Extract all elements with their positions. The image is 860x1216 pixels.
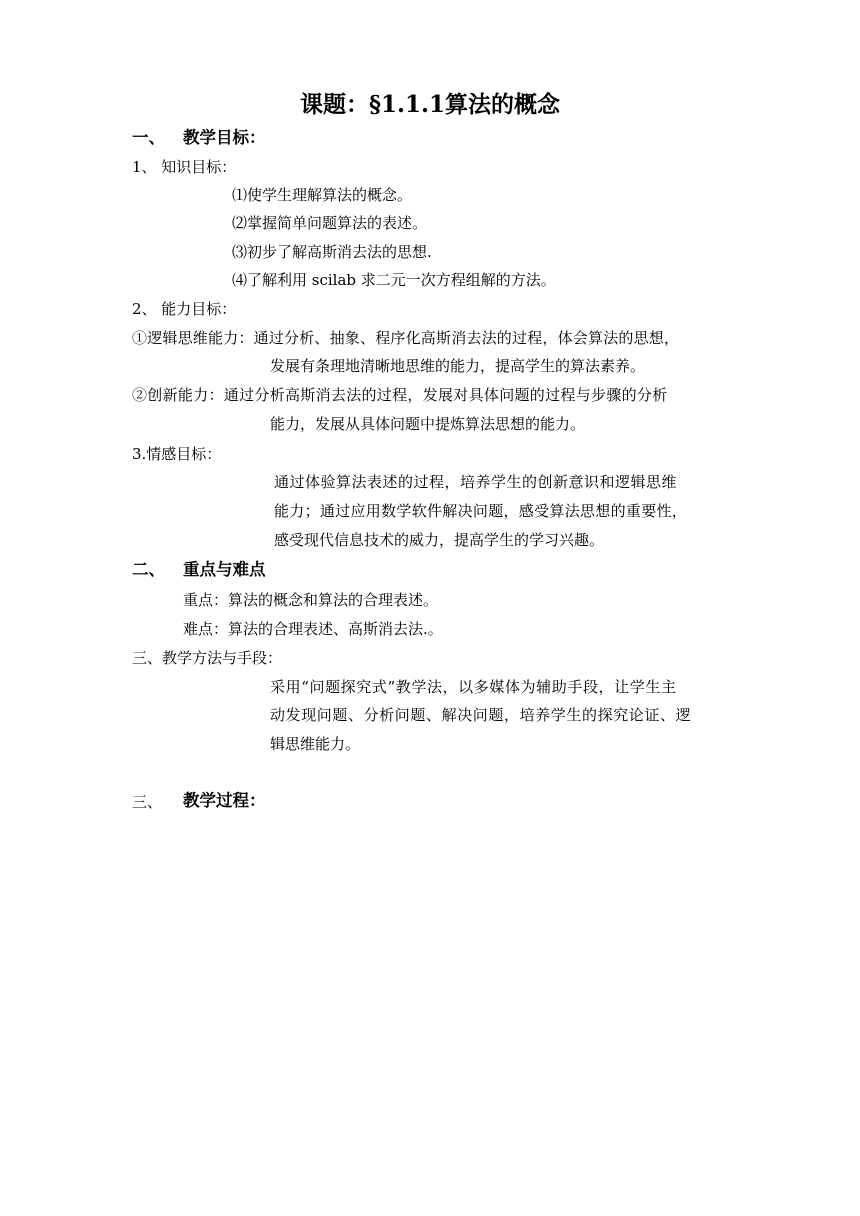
logic-ability-line-1: ①逻辑思维能力：通过分析、抽象、程序化高斯消去法的过程，体会算法的思想，	[132, 329, 680, 347]
emotion-line-1: 通过体验算法表述的过程，培养学生的创新意识和逻辑思维	[274, 473, 678, 491]
difficulty-point: 难点：算法的合理表述、高斯消去法.。	[183, 620, 443, 638]
methods-line-2: 动发现问题、分析问题、解决问题，培养学生的探究论证、逻	[270, 706, 692, 724]
knowledge-item-1: ⑴使学生理解算法的概念。	[232, 186, 413, 204]
section-1-number: 一、	[132, 128, 165, 147]
emotion-heading: 3.情感目标：	[132, 445, 222, 463]
section-2-heading: 重点与难点	[183, 560, 266, 579]
section-3-heading: 教学过程：	[183, 791, 266, 810]
section-2-number: 二、	[132, 560, 165, 579]
key-point: 重点：算法的概念和算法的合理表述。	[183, 591, 439, 609]
emotion-line-2: 能力；通过应用数学软件解决问题，感受算法思想的重要性，	[274, 502, 688, 520]
knowledge-item-3: ⑶初步了解高斯消去法的思想.	[232, 243, 432, 261]
emotion-line-3: 感受现代信息技术的威力，提高学生的学习兴趣。	[274, 531, 605, 549]
methods-heading: 三、教学方法与手段：	[132, 649, 283, 667]
page-title: 课题：§1.1.1算法的概念	[299, 91, 561, 118]
knowledge-item-4: ⑷了解利用 scilab 求二元一次方程组解的方法。	[232, 271, 556, 289]
logic-ability-line-2: 发展有条理地清晰地思维的能力，提高学生的算法素养。	[270, 357, 646, 375]
innovation-ability-line-1: ②创新能力：通过分析高斯消去法的过程，发展对具体问题的过程与步骤的分析	[132, 386, 668, 404]
ability-heading: 2、 能力目标：	[132, 300, 237, 318]
section-1-heading: 教学目标：	[183, 128, 266, 147]
section-3-number: 三、	[132, 793, 163, 811]
methods-line-3: 辑思维能力。	[270, 735, 361, 753]
methods-line-1: 采用“问题探究式”教学法，以多媒体为辅助手段，让学生主	[270, 678, 677, 696]
innovation-ability-line-2: 能力，发展从具体问题中提炼算法思想的能力。	[270, 415, 586, 433]
knowledge-item-2: ⑵掌握简单问题算法的表述。	[232, 214, 428, 232]
knowledge-heading: 1、 知识目标：	[132, 158, 237, 176]
